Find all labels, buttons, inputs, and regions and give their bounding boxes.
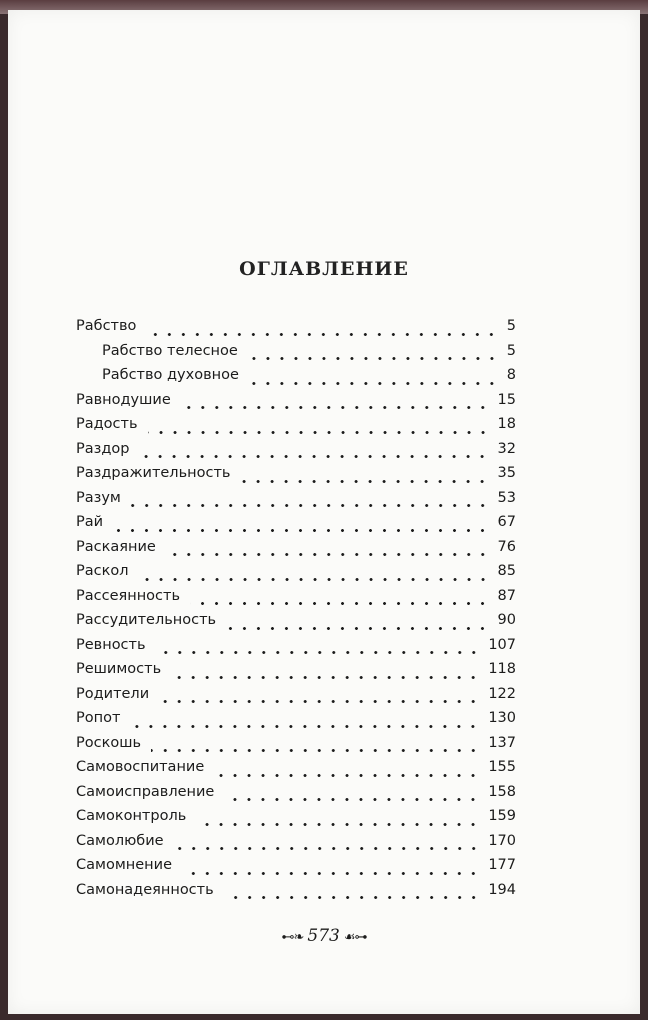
toc-entry-page: 85 [497, 563, 516, 579]
dot-leader [148, 431, 490, 434]
page-title: ОГЛАВЛЕНИЕ [239, 258, 409, 280]
toc-entry-page: 15 [497, 391, 516, 408]
toc-entry-label: Разум [76, 489, 121, 506]
toc-entry-page: 158 [488, 783, 516, 800]
toc-entry-page: 87 [497, 587, 516, 604]
toc-entry-page: 159 [488, 808, 516, 824]
toc-entry-page: 194 [488, 881, 516, 898]
toc-entry-page: 76 [497, 538, 516, 555]
toc-entry-page: 67 [497, 514, 516, 530]
toc-entry [76, 514, 516, 539]
page-footer [0, 926, 648, 946]
toc-entry-page: 35 [497, 465, 516, 481]
page-number: 573 [307, 926, 340, 946]
dot-leader [196, 823, 480, 826]
dot-leader [182, 872, 480, 875]
toc-entry [76, 759, 516, 784]
toc-entry [76, 784, 516, 809]
toc-entry [76, 857, 516, 882]
toc-entry [76, 735, 516, 760]
toc-entry-label: Рассеянность [76, 587, 181, 604]
toc-entry [76, 710, 516, 735]
toc-entry [76, 808, 516, 833]
dot-leader [130, 725, 480, 728]
dot-leader [226, 627, 489, 630]
dot-leader [146, 333, 498, 336]
toc-entry-label: Рабство [76, 318, 137, 334]
toc-entry [76, 882, 516, 907]
toc-entry-page: 122 [488, 685, 516, 702]
toc-entry-label: Раскаяние [76, 538, 156, 555]
dot-leader [214, 774, 480, 777]
toc-entry-label: Ропот [76, 710, 121, 726]
dot-leader [171, 676, 480, 679]
toc-entry-label: Самоисправление [76, 783, 215, 800]
toc-entry [76, 539, 516, 564]
toc-entry-page: 155 [488, 759, 516, 775]
toc-entry [76, 661, 516, 686]
ornament-left-icon: ⊷❧ [281, 930, 304, 945]
toc-entry-label: Раздражительность [76, 465, 231, 481]
dot-leader [131, 504, 490, 507]
toc-entry-label: Самонадеянность [76, 881, 214, 898]
ornament-right-icon: ☙⊶ [343, 930, 367, 945]
dot-leader [159, 700, 480, 703]
toc-entry [76, 833, 516, 858]
toc-entry-label: Решимость [76, 661, 162, 677]
toc-entry-label: Самомнение [76, 857, 172, 873]
toc-entry-page: 8 [506, 367, 516, 383]
dot-leader [190, 602, 490, 605]
dot-leader [156, 651, 481, 654]
toc-entry-page: 18 [497, 416, 516, 432]
toc-entry-page: 32 [497, 440, 516, 457]
toc-entry-label: Самолюбие [76, 832, 164, 849]
dot-leader [249, 382, 499, 385]
dot-leader [139, 455, 489, 458]
toc-entry [76, 490, 516, 515]
dot-leader [166, 553, 490, 556]
toc-entry-label: Родители [76, 685, 150, 702]
dot-leader [113, 529, 489, 532]
dot-leader [240, 480, 489, 483]
toc-entry-page: 130 [488, 710, 516, 726]
toc-entry [76, 612, 516, 637]
toc-entry [76, 367, 516, 392]
toc-entry-label: Радость [76, 416, 138, 432]
toc-entry-page: 5 [506, 342, 516, 359]
toc-entry-label: Рабство духовное [102, 367, 239, 383]
dot-leader [139, 578, 490, 581]
toc-entry-page: 53 [497, 489, 516, 506]
toc-entry [76, 465, 516, 490]
toc-entry [76, 441, 516, 466]
toc-entry [76, 637, 516, 662]
toc-entry-label: Ревность [76, 636, 146, 653]
toc-entry [76, 392, 516, 417]
toc-entry-label: Самовоспитание [76, 759, 205, 775]
toc-entry [76, 588, 516, 613]
toc-entry-label: Самоконтроль [76, 808, 187, 824]
dot-leader [224, 896, 481, 899]
toc-entry [76, 318, 516, 343]
dot-leader [151, 749, 480, 752]
toc-entry-label: Рай [76, 514, 104, 530]
toc-entry-page: 137 [488, 734, 516, 751]
toc-entry [76, 563, 516, 588]
toc-entry-label: Равнодушие [76, 391, 171, 408]
dot-leader [174, 847, 481, 850]
table-of-contents [76, 318, 516, 906]
toc-entry [76, 343, 516, 368]
toc-entry-label: Раздор [76, 440, 130, 457]
dot-leader [248, 357, 499, 360]
toc-entry-page: 118 [488, 661, 516, 677]
dot-leader [224, 798, 480, 801]
dot-leader [181, 406, 490, 409]
toc-entry-page: 170 [488, 832, 516, 849]
toc-entry-label: Рабство телесное [102, 342, 238, 359]
toc-entry [76, 416, 516, 441]
toc-entry-page: 107 [488, 636, 516, 653]
toc-entry-label: Роскошь [76, 734, 142, 751]
toc-entry-label: Рассудительность [76, 612, 217, 628]
toc-entry [76, 686, 516, 711]
toc-entry-page: 5 [506, 318, 516, 334]
toc-entry-page: 177 [488, 857, 516, 873]
toc-entry-label: Раскол [76, 563, 129, 579]
toc-entry-page: 90 [497, 612, 516, 628]
